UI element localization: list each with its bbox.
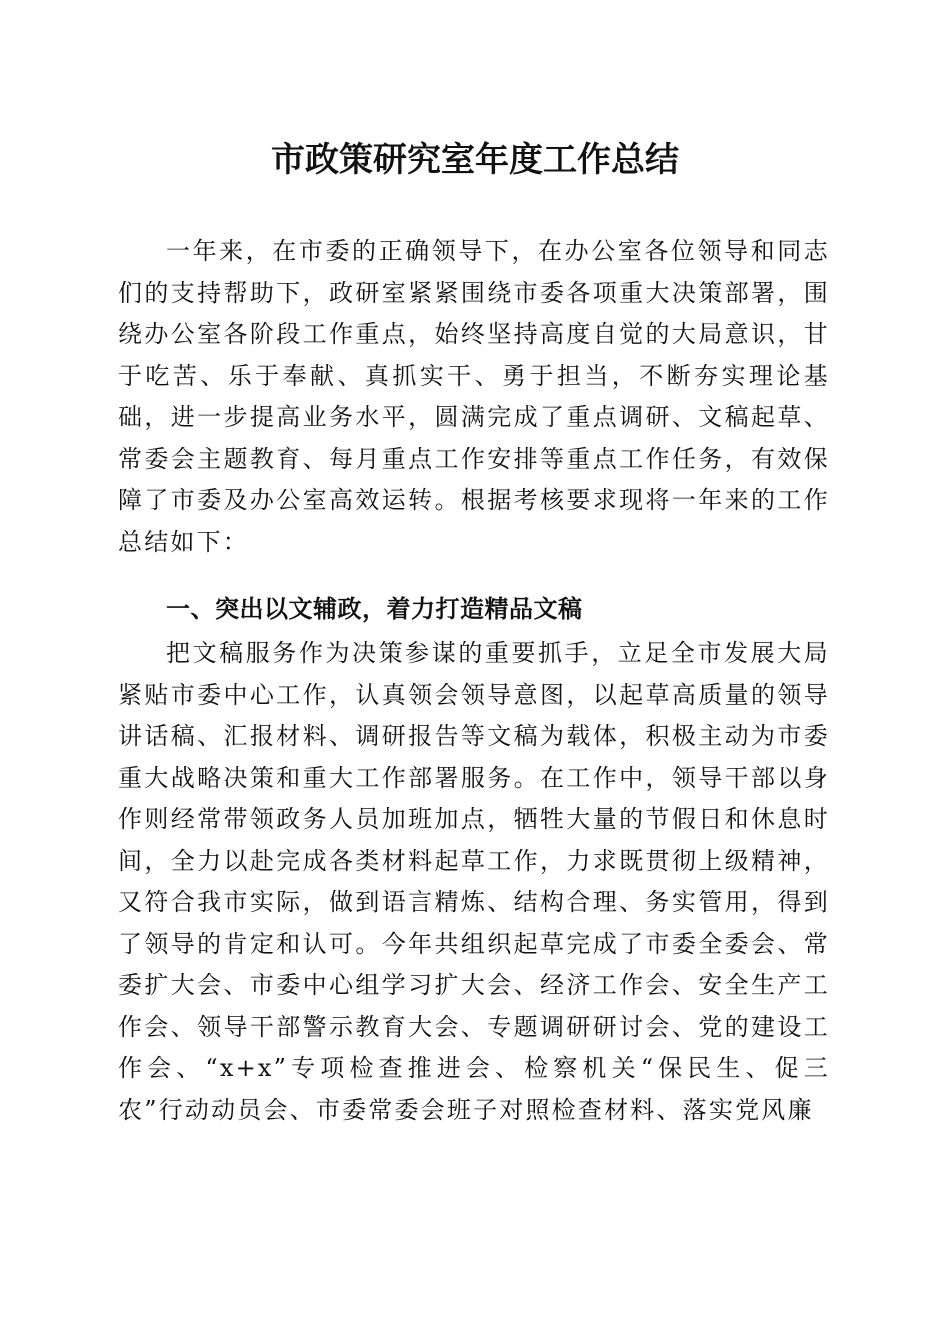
intro-paragraph: 一年来，在市委的正确领导下，在办公室各位领导和同志们的支持帮助下，政研室紧紧围绕市委各项重大决策部署，围绕办公室各阶段工作重点，始终坚持高度自觉的大局意识，甘于吃苦、乐于奉献、真抓实干、勇于担当，不断夯实理论基础，进一步提高业务水平，圆满完成了重点调研、文稿起草、常委会主题教育、每月重点工作安排等重点工作任务，有效保障了市委及办公室高效运转。根据考核要求现将一年来的工作总结如下：	[118, 237, 830, 556]
section-paragraph: 把文稿服务作为决策参谋的重要抓手，立足全市发展大局紧贴市委中心工作，认真领会领导意图，以起草高质量的领导讲话稿、汇报材料、调研报告等文稿为载体，积极主动为市委重大战略决策和重大工作部署服务。在工作中，领导干部以身作则经常带领政务人员加班加点，牺牲大量的节假日和休息时间，全力以赴完成各类材料起草工作，力求既贯彻上级精神，又符合我市实际，做到语言精炼、结构合理、务实管用，得到了领导的肯定和认可。今年共组织起草完成了市委全委会、常委扩大会、市委中心组学习扩大会、经济工作会、安全生产工作会、领导干部警示教育大会、专题调研研讨会、党的建设工作会、“x+x”专项检查推进会、检察机关“保民生、促三农”行动动员会、市委常委会班子对照检查材料、落实党风廉	[118, 639, 830, 1124]
document-title: 市政策研究室年度工作总结	[271, 140, 679, 180]
section-heading: 一、突出以文辅政，着力打造精品文稿	[166, 595, 583, 623]
